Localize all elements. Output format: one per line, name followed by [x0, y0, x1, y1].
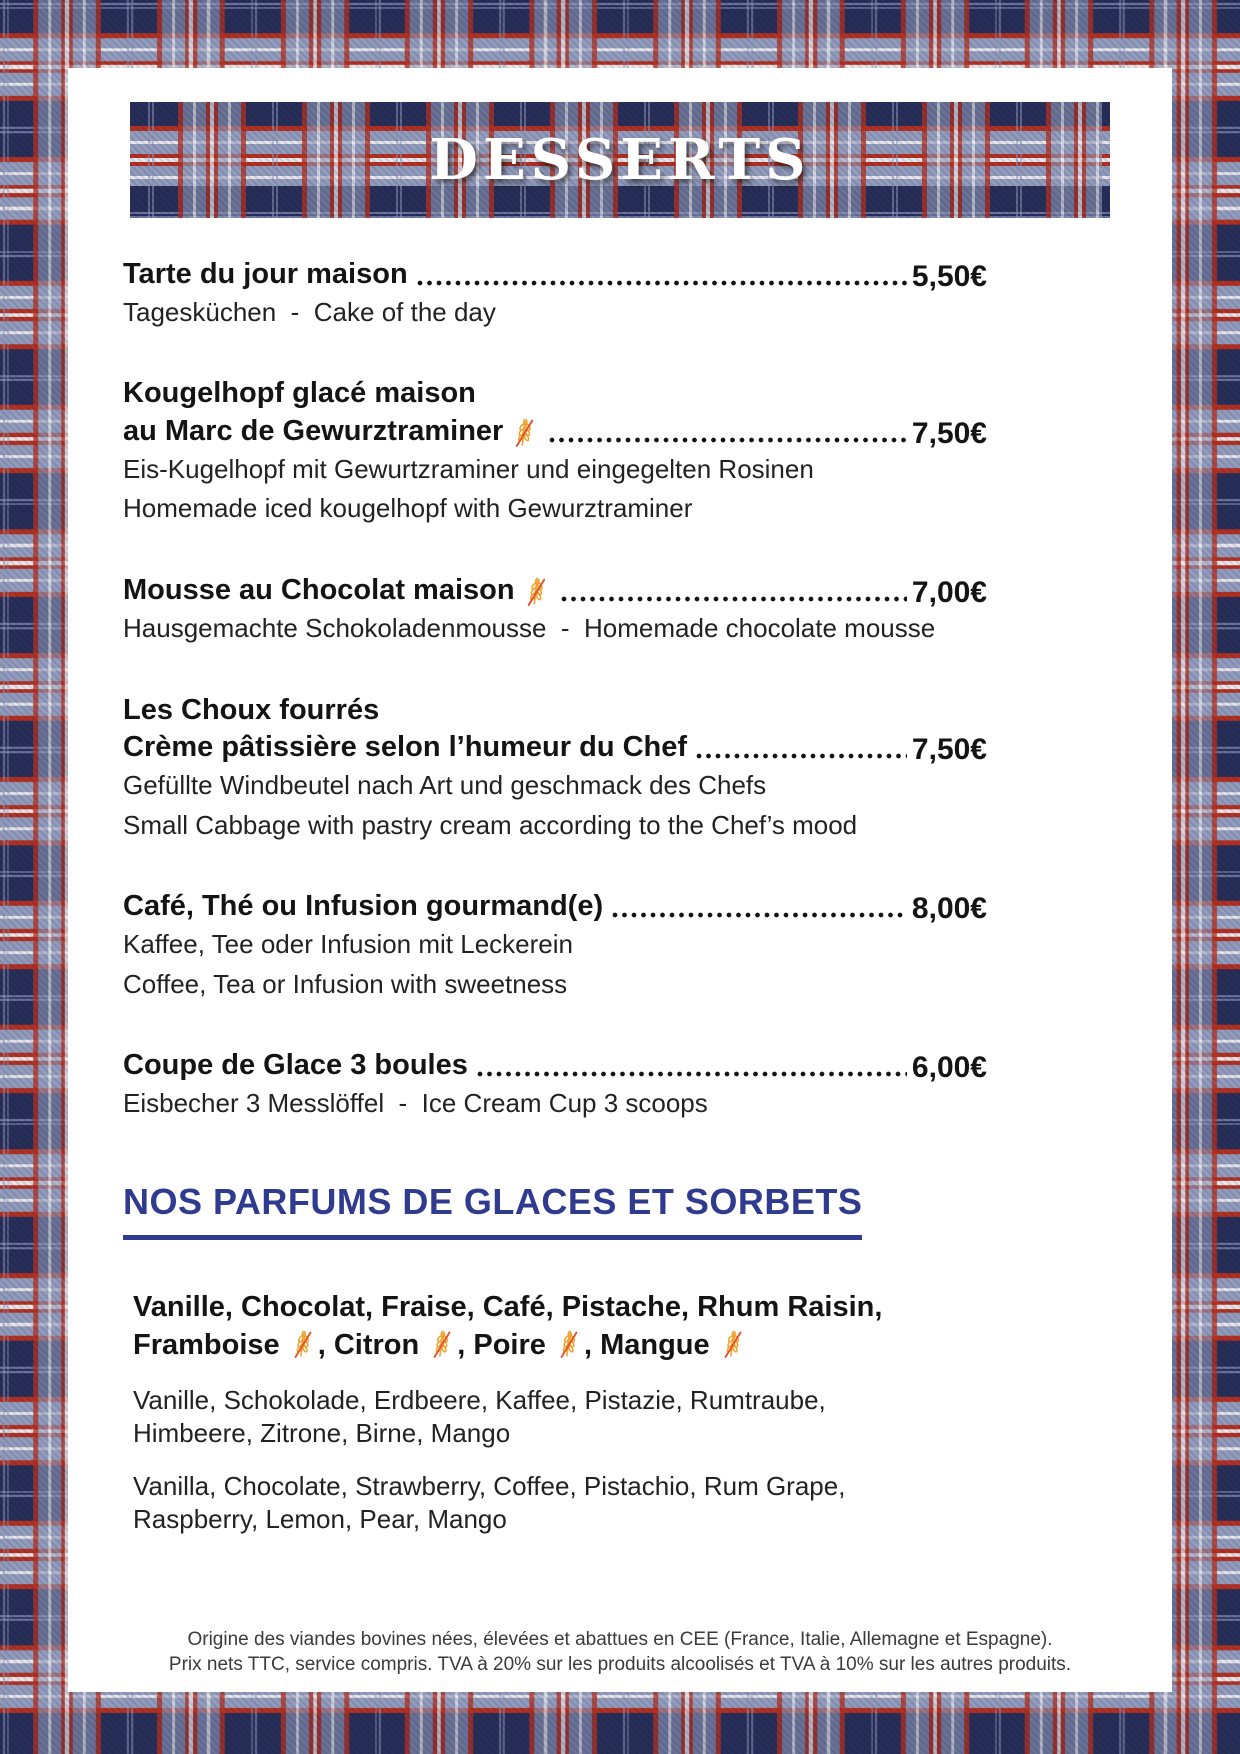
menu-panel [68, 68, 1172, 1692]
flavor-name: Framboise [133, 1328, 288, 1361]
dotted-leader [477, 1071, 907, 1077]
gluten-free-icon [556, 1329, 582, 1359]
menu-item [123, 375, 987, 528]
dotted-leader [612, 912, 907, 918]
gluten-free-icon [429, 1329, 455, 1359]
item-name: Café, Thé ou Infusion gourmand(e) [123, 890, 604, 923]
item-description: Tagesküchen - Cake of the day [123, 296, 496, 327]
item-description: Eisbecher 3 Messlöffel - Ice Cream Cup 3 scoops [123, 1088, 708, 1118]
item-price: 7,50€ [911, 416, 987, 450]
flavors-section-heading: NOS PARFUMS DE GLACES ET SORBETS [123, 1181, 862, 1240]
flavors-bold-line2 [133, 1326, 987, 1364]
flavor-name: , Poire [457, 1328, 554, 1361]
page-title: DESSERTS [429, 127, 811, 193]
item-description: Hausgemachte Schokoladenmousse - Homemade chocolate mousse [123, 612, 936, 643]
title-banner [130, 102, 1110, 218]
item-name: Les Choux fourrés [123, 693, 380, 726]
menu-content [123, 256, 1117, 1536]
dotted-leader [549, 437, 907, 443]
item-description-en: Coffee, Tea or Infusion with sweetness [123, 968, 568, 999]
flavor-name: , Mangue [583, 1328, 718, 1361]
item-name: Coupe de Glace 3 boules [123, 1049, 468, 1082]
item-price: 7,50€ [911, 732, 987, 766]
flavors-bold-line1: Vanille, Chocolat, Fraise, Café, Pistache, Rhum Raisin, [133, 1290, 883, 1323]
item-description-de: Eis-Kugelhopf mit Gewurtzraminer und eingegelten Rosinen [123, 453, 814, 484]
footer-line2: Prix nets TTC, service compris. TVA à 20% sur les produits alcoolisés et TVA à 10% sur les autres produits. [168, 1654, 1072, 1676]
legal-footer [68, 1627, 1172, 1678]
menu-item [123, 256, 987, 331]
item-name: Tarte du jour maison [123, 258, 408, 290]
dotted-leader [417, 280, 907, 286]
gluten-free-icon [290, 1329, 316, 1359]
flavor-name: , Citron [317, 1328, 428, 1361]
item-price: 8,00€ [911, 891, 987, 925]
item-name-line2: au Marc de Gewurztraminer [123, 415, 504, 448]
item-name: Mousse au Chocolat maison [123, 574, 515, 607]
dotted-leader [696, 753, 907, 759]
flavors-german: Vanille, Schokolade, Erdbeere, Kaffee, Pistazie, Rumtraube, Himbeere, Zitrone, Birne, Mango [133, 1385, 826, 1449]
item-price: 6,00€ [911, 1051, 987, 1084]
item-price: 5,50€ [911, 259, 987, 293]
item-description-de: Kaffee, Tee oder Infusion mit Leckerein [123, 928, 573, 959]
footer-line1: Origine des viandes bovines nées, élevées et abattues en CEE (France, Italie, Allemagne et Espagne). [187, 1628, 1053, 1650]
menu-item [123, 692, 987, 845]
item-description-en: Small Cabbage with pastry cream according to the Chef’s mood [123, 809, 858, 840]
item-price: 7,00€ [911, 575, 987, 609]
dotted-leader [561, 596, 907, 602]
menu-item [123, 888, 987, 1003]
item-name-line2: Crème pâtissière selon l’humeur du Chef [123, 731, 688, 764]
item-description-de: Gefüllte Windbeutel nach Art und geschmack des Chefs [123, 769, 767, 800]
item-name: Kougelhopf glacé maison [123, 377, 476, 410]
item-description-en: Homemade iced kougelhopf with Gewurztraminer [123, 493, 693, 524]
menu-item [123, 572, 987, 647]
gluten-free-icon [720, 1329, 746, 1359]
gluten-free-icon [523, 576, 550, 607]
gluten-free-icon [511, 417, 538, 448]
flavors-section [123, 1288, 987, 1537]
flavors-english: Vanilla, Chocolate, Strawberry, Coffee, Pistachio, Rum Grape, Raspberry, Lemon, Pear, Mango [133, 1471, 846, 1535]
menu-item [123, 1047, 987, 1122]
